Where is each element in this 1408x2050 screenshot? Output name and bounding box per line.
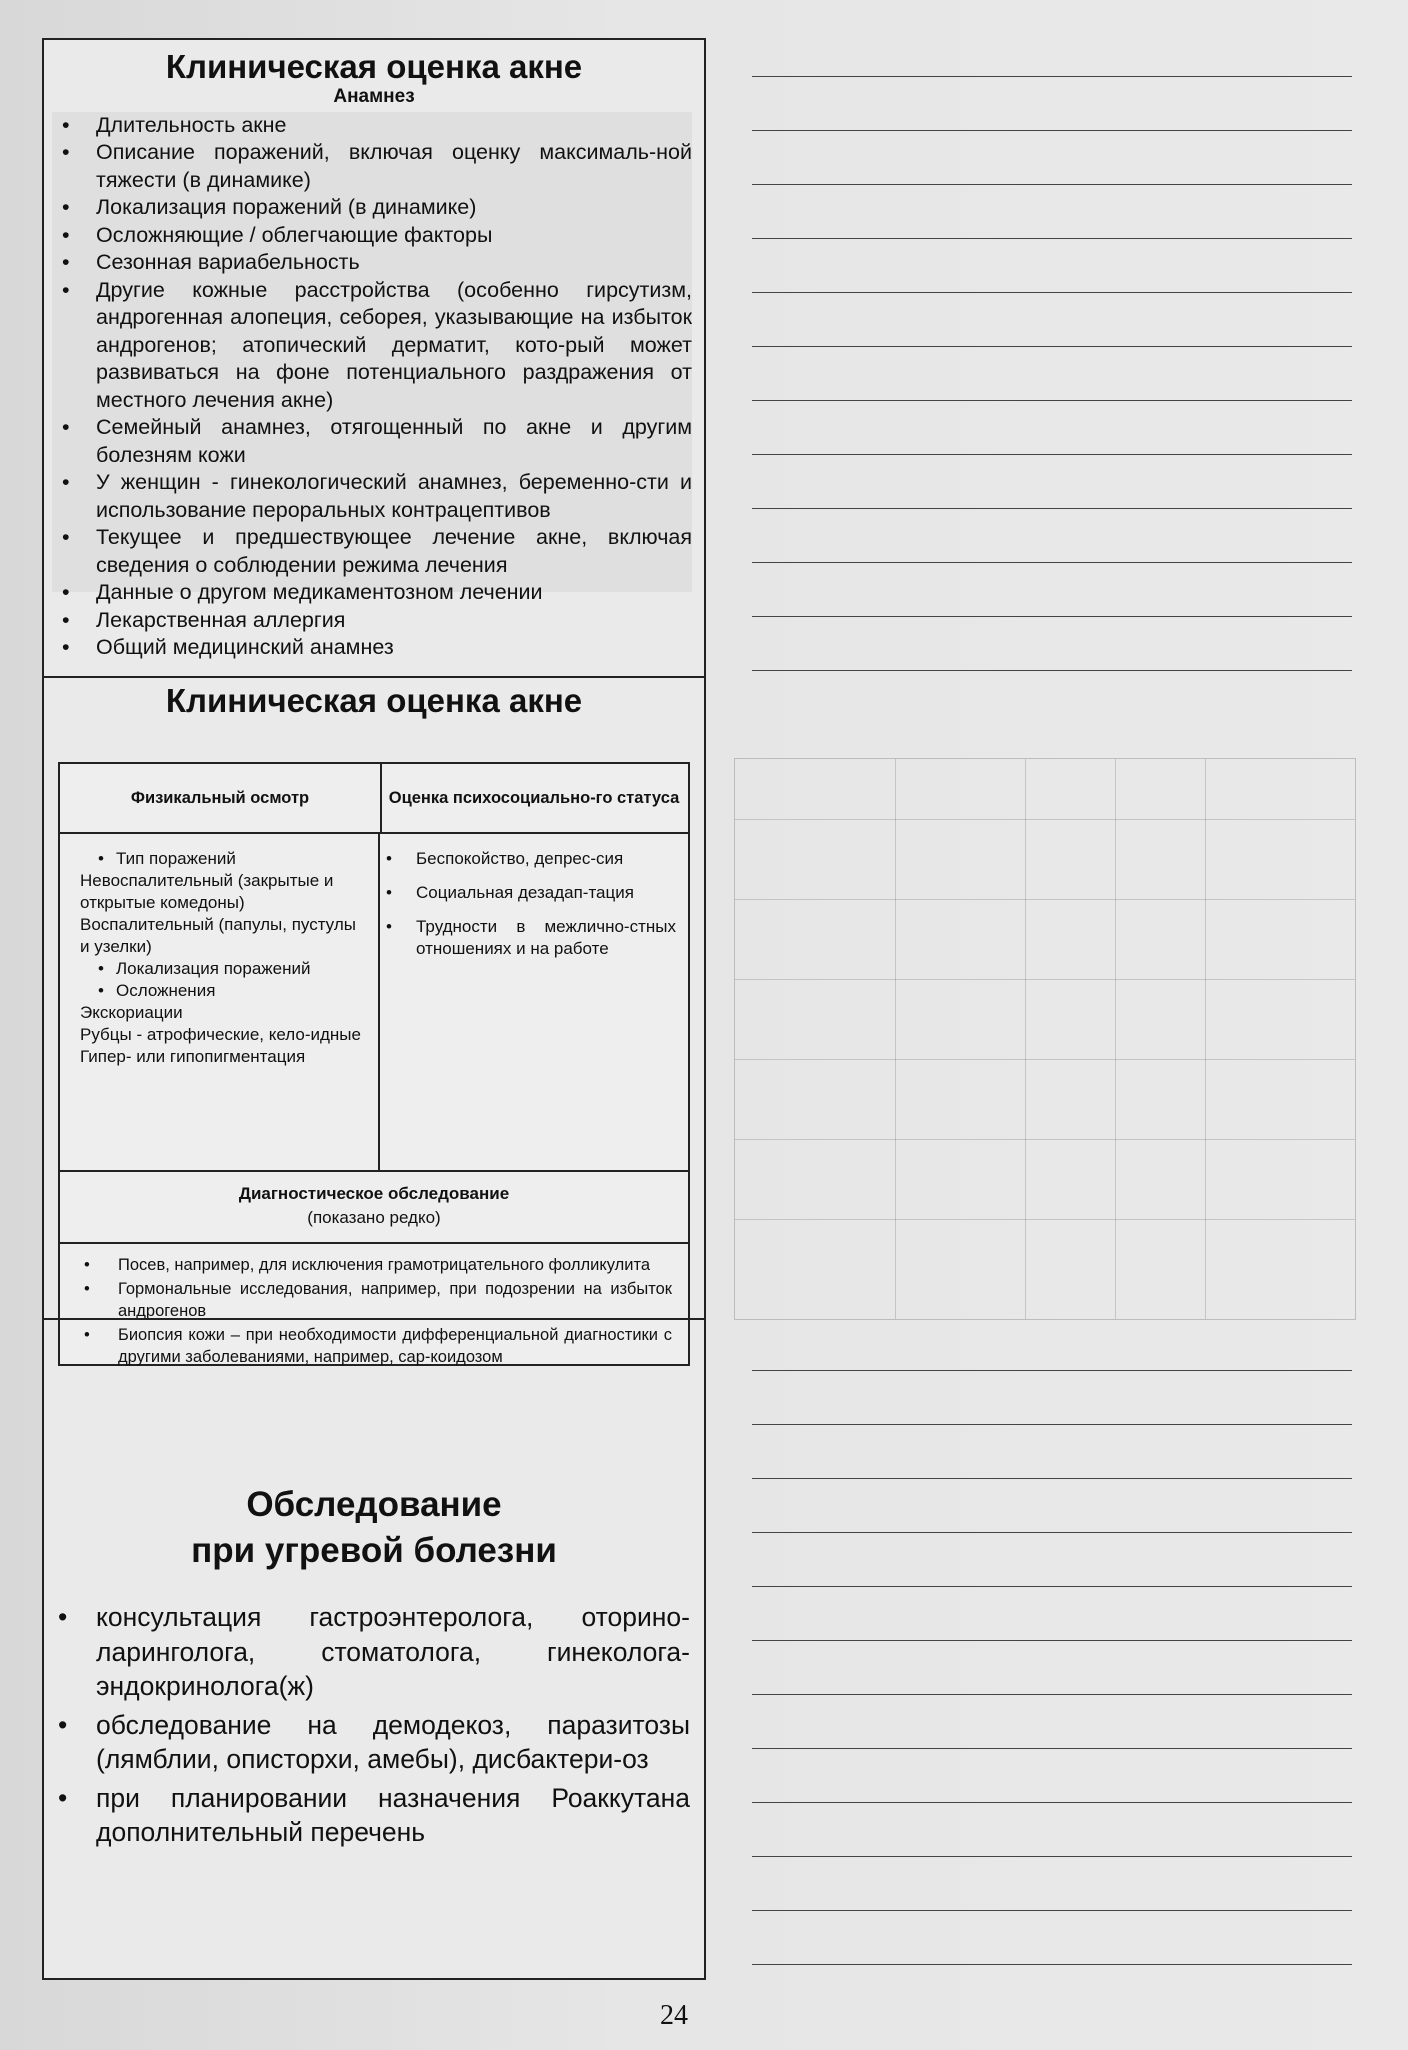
table-line: Экскориации bbox=[80, 1003, 183, 1022]
table-line: Гипер- или гипопигментация bbox=[80, 1047, 306, 1066]
table-line: • Социальная дезадап-тация bbox=[416, 882, 676, 904]
physical-exam-header: Физикальный осмотр bbox=[60, 764, 382, 834]
note-line bbox=[752, 184, 1352, 185]
diagnostic-title: Диагностическое обследование bbox=[238, 1184, 510, 1203]
section2 bbox=[44, 676, 704, 720]
diagnostic-header bbox=[60, 1170, 688, 1244]
note-line bbox=[752, 1910, 1352, 1911]
list-item: • Осложняющие / облегчающие факторы bbox=[96, 222, 692, 250]
section1-subtitle: Анамнез bbox=[333, 85, 415, 107]
list-item: • Биопсия кожи – при необходимости дифференциальной диагностики с другими заболеваниями, например, сар-коидозом bbox=[118, 1324, 672, 1368]
note-line bbox=[752, 670, 1352, 671]
section2-title: Клиническая оценка акне bbox=[165, 682, 583, 719]
list-item: • обследование на демодекоз, паразитозы (лямблии, описторхи, амебы), дисбактери-оз bbox=[96, 1708, 690, 1777]
diagnostic-subtitle: (показано редко) bbox=[307, 1208, 441, 1227]
exam-table bbox=[58, 762, 690, 1366]
note-line bbox=[752, 1586, 1352, 1587]
examination-list bbox=[44, 1600, 704, 1854]
page-number: 24 bbox=[660, 2000, 688, 2031]
note-line bbox=[752, 1478, 1352, 1479]
table-line: • Тип поражений bbox=[80, 848, 368, 870]
table-line: • Локализация поражений bbox=[80, 958, 368, 980]
list-item: • Гормональные исследования, например, при подозрении на избыток андрогенов bbox=[118, 1278, 672, 1322]
table-line: • Трудности в межлично-стных отношениях и на работе bbox=[416, 916, 676, 960]
anamnesis-list bbox=[44, 112, 704, 662]
table-line: Невоспалительный (закрытые и открытые комедоны) bbox=[80, 871, 334, 912]
note-line bbox=[752, 562, 1352, 563]
list-item: • Описание поражений, включая оценку максималь-ной тяжести (в динамике) bbox=[96, 139, 692, 194]
list-item: • Другие кожные расстройства (особенно гирсутизм, андрогенная алопеция, себорея, указывающие на избыток андрогенов; атопический дерматит, кото-рый может развиваться на фоне потенциального раздражения от местного лечения акне) bbox=[96, 277, 692, 415]
note-line bbox=[752, 1640, 1352, 1641]
note-line bbox=[752, 1694, 1352, 1695]
section3-title bbox=[44, 1482, 704, 1574]
table-line: • Осложнения bbox=[80, 980, 368, 1002]
list-item: • Общий медицинский анамнез bbox=[96, 634, 692, 662]
note-line bbox=[752, 616, 1352, 617]
note-line bbox=[752, 1532, 1352, 1533]
note-line bbox=[752, 1424, 1352, 1425]
note-line bbox=[752, 130, 1352, 131]
psychosocial-header: Оценка психосоциально-го статуса bbox=[380, 764, 688, 834]
note-line bbox=[752, 454, 1352, 455]
list-item: • Данные о другом медикаментозном лечении bbox=[96, 579, 692, 607]
list-item: • Локализация поражений (в динамике) bbox=[96, 194, 692, 222]
note-line bbox=[752, 1964, 1352, 1965]
diagnostic-list bbox=[60, 1254, 688, 1370]
list-item: • Лекарственная аллергия bbox=[96, 607, 692, 635]
list-item: • при планировании назначения Роаккутана дополнительный перечень bbox=[96, 1781, 690, 1850]
note-line bbox=[752, 1370, 1352, 1371]
note-line bbox=[752, 1748, 1352, 1749]
table-line: Рубцы - атрофические, кело-идные bbox=[80, 1025, 361, 1044]
content-panel bbox=[42, 38, 706, 1980]
table-line: Воспалительный (папулы, пустулы и узелки) bbox=[80, 915, 356, 956]
note-line bbox=[752, 346, 1352, 347]
list-item: • Текущее и предшествующее лечение акне, включая сведения о соблюдении режима лечения bbox=[96, 524, 692, 579]
list-item: • Длительность акне bbox=[96, 112, 692, 140]
note-line bbox=[752, 76, 1352, 77]
note-line bbox=[752, 400, 1352, 401]
bleed-through-table bbox=[734, 758, 1356, 1320]
note-line bbox=[752, 1802, 1352, 1803]
physical-exam-column bbox=[60, 834, 380, 1170]
note-line bbox=[752, 508, 1352, 509]
psychosocial-column bbox=[380, 834, 688, 1170]
list-item: • У женщин - гинекологический анамнез, беременно-сти и использование пероральных контрацептивов bbox=[96, 469, 692, 524]
section-divider bbox=[44, 1318, 704, 1320]
section3-title-line1: Обследование bbox=[246, 1485, 502, 1524]
note-line bbox=[752, 238, 1352, 239]
note-line bbox=[752, 292, 1352, 293]
list-item: • Сезонная вариабельность bbox=[96, 249, 692, 277]
list-item: • Семейный анамнез, отягощенный по акне и другим болезням кожи bbox=[96, 414, 692, 469]
list-item: • Посев, например, для исключения грамотрицательного фолликулита bbox=[118, 1254, 672, 1276]
notes-area bbox=[712, 20, 1372, 1980]
table-line: • Беспокойство, депрес-сия bbox=[416, 848, 676, 870]
section3-title-line2: при угревой болезни bbox=[191, 1531, 557, 1570]
list-item: • консультация гастроэнтеролога, оторино-ларинголога, стоматолога, гинеколога-эндокринолога(ж) bbox=[96, 1600, 690, 1704]
note-line bbox=[752, 1856, 1352, 1857]
section1-title: Клиническая оценка акне bbox=[165, 48, 583, 85]
